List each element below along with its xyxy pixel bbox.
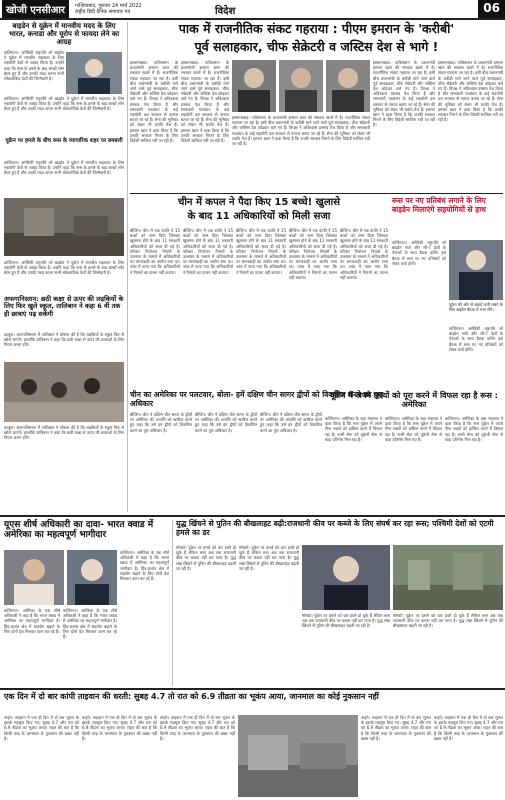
china-children-body-5: बीजिंग। चीन में एक दंपति ने 15 बच्चों को जन्म दिया जिसका खुलासा होने के बाद 11 सरकारी अधिकारियों को सजा दी गई है। परिवार नियोजन नियमों के उल्लंघन के मामले में अधिकारियों पर लापरवाही का आरोप लगा था। जांच में पाया गया कि अधिकारियों ने नियमों का पालन नहीं कराया।: [340, 228, 388, 280]
china-sea-headline: चीन का अमेरिका पर पलटवार, बोला- हमें दक्षिण चीन सागर द्वीपों को विकसित करने का पूरा अधिकार: [130, 390, 384, 408]
russia-sanctions-caption: यूक्रेन की ओर से लड़ाई जारी रखने के लिए बाइडेन बैठक में भाग लेंगे।: [449, 302, 503, 312]
taiwan-body-3: ताइपे। ताइवान में एक ही दिन में दो बार भूकंप के झटके महसूस किए गए। सुबह 4.7 और रात को 6.9 तीव्रता का भूकंप आया। राहत की बात है कि किसी तरह के जानमाल के नुकसान की खबर नहीं है।: [160, 715, 235, 741]
biden-humanitarian-body: वाशिंगटन। अमेरिकी राष्ट्रपति जो बाइडेन ने यूक्रेन में मानवीय सहायता के लिए सहयोगी देशों से आग्रह किया है। उन्होंने कहा कि रूस के हमले के बाद लाखों लोग बेघर हुए हैं और उनकी मदद करना सभी लोकतांत्रिक देशों की जिम्मेदारी है।: [4, 50, 64, 82]
china-children-headline-2: के बाद 11 अधिकारियों को मिली सजा: [187, 211, 331, 222]
russia-bombing-headline: यूक्रेन पर हमले के बीच रूस के व्यापारिक शहर पर बमबारी: [5, 138, 123, 144]
quad-headline: यूएस शीर्ष अधिकारी का दावा- भारत क्वाड में अमेरिका का महत्वपूर्ण भागीदार: [4, 520, 154, 541]
date-line-1: गाज़ियाबाद, गुरुवार 24 मार्च 2022: [75, 3, 142, 9]
ukraine-body-2: वाशिंगटन। अमेरिका के रक्षा मंत्रालय ने दावा किया है कि रूस यूक्रेन में अपने सैन्य लक्ष्यों को हासिल करने में विफल रहा है। रूसी सेना को यूक्रेनी सेना से कड़ा प्रतिरोध मिल रहा है।: [385, 416, 442, 442]
putin-body-4: मॉस्को। यूक्रेन पर हमले को चार हफ्ते हो चुके हैं लेकिन रूस अब तक राजधानी कीव पर कब्जा नहीं कर पाया है। युद्ध लंबा खिंचने से पुतिन की बौखलाहट बढ़ती जा रही है।: [393, 613, 503, 629]
china-sea-body-1: बीजिंग। चीन ने दक्षिण चीन सागर के द्वीपों पर अमेरिका की आपत्ति को खारिज करते हुए कहा कि उसे इन द्वीपों को विकसित करने का पूरा अधिकार है।: [130, 412, 192, 433]
secretary-photo: [326, 60, 370, 112]
column-divider-2: [172, 520, 173, 686]
dateline: [75, 3, 225, 15]
war-damage-photo: [4, 198, 124, 256]
lead-headline-line-2: पूर्व सलाहकार, चीफ सेक्रेटरी व जस्टिस देश से भागे !: [194, 39, 439, 54]
quad-body-1: वाशिंगटन। अमेरिका के एक शीर्ष अधिकारी ने कहा है कि भारत क्वाड में अमेरिका का महत्वपूर्ण भागीदार है। हिंद-प्रशांत क्षेत्र में सहयोग बढ़ाने के लिए दोनों देश मिलकर काम कर रहे हैं।: [120, 550, 169, 582]
putin-photo: [302, 545, 390, 610]
ukraine-body-1: वाशिंगटन। अमेरिका के रक्षा मंत्रालय ने दावा किया है कि रूस यूक्रेन में अपने सैन्य लक्ष्यों को हासिल करने में विफल रहा है। रूसी सेना को यूक्रेनी सेना से कड़ा प्रतिरोध मिल रहा है।: [325, 416, 382, 442]
biden-quad-photo: [67, 550, 117, 605]
ukraine-body-3: वाशिंगटन। अमेरिका के रक्षा मंत्रालय ने दावा किया है कि रूस यूक्रेन में अपने सैन्य लक्ष्यों को हासिल करने में विफल रहा है। रूसी सेना को यूक्रेनी सेना से कड़ा प्रतिरोध मिल रहा है।: [445, 416, 503, 442]
lower-section-divider: [0, 515, 505, 517]
afghanistan-body-2: काबुल। अफगानिस्तान में तालिबान ने घोषणा की है कि लड़कियों के स्कूल फिर से खोले जाएंगे। हालांकि तालिबान ने कहा कि छठी कक्षा से ऊपर की छात्राओं के लिए नियम अलग होंगे।: [4, 425, 124, 441]
taiwan-body-4: ताइपे। ताइवान में एक ही दिन में दो बार भूकंप के झटके महसूस किए गए। सुबह 4.7 और रात को 6.9 तीव्रता का भूकंप आया। राहत की बात है कि किसी तरह के जानमाल के नुकसान की खबर नहीं है।: [361, 715, 431, 741]
ukraine-headline: यूक्रेन में अपने लक्ष्यों को पूरा करने में विफल रहा है रूस : अमेरिका: [330, 391, 498, 410]
bottom-section-divider: [0, 688, 505, 690]
russia-bombing-body: वाशिंगटन। अमेरिकी राष्ट्रपति जो बाइडेन ने यूक्रेन में मानवीय सहायता के लिए सहयोगी देशों से आग्रह किया है। उन्होंने कहा कि रूस के हमले के बाद लाखों लोग बेघर हुए हैं और उनकी मदद करना सभी लोकतांत्रिक देशों की जिम्मेदारी है।: [4, 160, 124, 176]
lead-body-col-2: इस्लामाबाद। पाकिस्तान के प्रधानमंत्री इमरान खान की सरकार खतरे में है। राजनीतिक संकट गहराता जा रहा है। इसी बीच प्रधानमंत्री के करीबी माने जाने वाले पूर्व सलाहकार, चीफ सेक्रेटरी और जस्टिस देश छोड़कर चले गए हैं। विपक्ष ने अविश्वास प्रस्ताव पेश किया है और सत्ताधारी गठबंधन के कई सहयोगी दल सरकार से नाराज बताए जा रहे हैं। सेना की भूमिका को लेकर भी चर्चाएं तेज हैं। इमरान खान ने दावा किया है कि उनकी सरकार गिराने के लिए विदेशी साजिश रची जा रही है।: [181, 60, 229, 144]
date-line-2: राष्ट्रीय हिंदी दैनिक समाचार पत्र: [75, 9, 131, 15]
putin-body-3: मॉस्को। यूक्रेन पर हमले को चार हफ्ते हो चुके हैं लेकिन रूस अब तक राजधानी कीव पर कब्जा नहीं कर पाया है। युद्ध लंबा खिंचने से पुतिन की बौखलाहट बढ़ती जा रही है।: [302, 613, 390, 629]
putin-body-2: मॉस्को। यूक्रेन पर हमले को चार हफ्ते हो चुके हैं लेकिन रूस अब तक राजधानी कीव पर कब्जा नहीं कर पाया है। युद्ध लंबा खिंचने से पुतिन की बौखलाहट बढ़ती जा रही है।: [239, 545, 299, 571]
china-sea-body-2: बीजिंग। चीन ने दक्षिण चीन सागर के द्वीपों पर अमेरिका की आपत्ति को खारिज करते हुए कहा कि उसे इन द्वीपों को विकसित करने का पूरा अधिकार है।: [195, 412, 257, 433]
newspaper-logo: खोजी एनसीआर: [2, 0, 69, 18]
lead-body-col-4: इस्लामाबाद। पाकिस्तान के प्रधानमंत्री इमरान खान की सरकार खतरे में है। राजनीतिक संकट गहराता जा रहा है। इसी बीच प्रधानमंत्री के करीबी माने जाने वाले पूर्व सलाहकार, चीफ सेक्रेटरी और जस्टिस देश छोड़कर चले गए हैं। विपक्ष ने अविश्वास प्रस्ताव पेश किया है और सत्ताधारी गठबंधन के कई सहयोगी दल सरकार से नाराज बताए जा रहे हैं। सेना की भूमिका को लेकर भी चर्चाएं तेज हैं। इमरान खान ने दावा किया है कि उनकी सरकार गिराने के लिए विदेशी साजिश रची जा रही है।: [373, 60, 435, 128]
column-divider: [127, 22, 128, 512]
kyiv-photo: [393, 545, 503, 610]
lead-body-col-1: इस्लामाबाद। पाकिस्तान के प्रधानमंत्री इमरान खान की सरकार खतरे में है। राजनीतिक संकट गहराता जा रहा है। इसी बीच प्रधानमंत्री के करीबी माने जाने वाले पूर्व सलाहकार, चीफ सेक्रेटरी और जस्टिस देश छोड़कर चले गए हैं। विपक्ष ने अविश्वास प्रस्ताव पेश किया है और सत्ताधारी गठबंधन के कई सहयोगी दल सरकार से नाराज बताए जा रहे हैं। सेना की भूमिका को लेकर भी चर्चाएं तेज हैं। इमरान खान ने दावा किया है कि उनकी सरकार गिराने के लिए विदेशी साजिश रची जा रही है।: [130, 60, 178, 144]
quad-body-2: वाशिंगटन। अमेरिका के एक शीर्ष अधिकारी ने कहा है कि भारत क्वाड में अमेरिका का महत्वपूर्ण भागीदार है। हिंद-प्रशांत क्षेत्र में सहयोग बढ़ाने के लिए दोनों देश मिलकर काम कर रहे हैं।: [4, 608, 60, 634]
china-children-body-1: बीजिंग। चीन में एक दंपति ने 15 बच्चों को जन्म दिया जिसका खुलासा होने के बाद 11 सरकारी अधिकारियों को सजा दी गई है। परिवार नियोजन नियमों के उल्लंघन के मामले में अधिकारियों पर लापरवाही का आरोप लगा था। जांच में पाया गया कि अधिकारियों ने नियमों का पालन नहीं कराया।: [130, 228, 180, 275]
lead-headline-line-1: पाक में राजनीतिक संकट गहराया : पीएम इमरान के 'करीबी': [178, 21, 455, 36]
biden-humanitarian-headline: बाइडेन से यूक्रेन में मानवीय मदद के लिए भारत, कनाडा और यूरोप से फायदा लेने का आग्रह: [8, 22, 120, 47]
section-title: विदेश: [215, 6, 236, 17]
lead-divider: [130, 193, 503, 194]
china-children-headline-1: चीन में कपल ने पैदा किए 15 बच्चे! खुलासे: [177, 197, 340, 208]
russia-sanctions-body-2: वाशिंगटन। अमेरिकी राष्ट्रपति जो बाइडेन नाटो और जी-7 देशों के नेताओं के साथ बैठक करेंगे। इस बैठक में रूस पर नए प्रतिबंधों को लेकर चर्चा होगी।: [449, 326, 503, 352]
putin-body-1: मॉस्को। यूक्रेन पर हमले को चार हफ्ते हो चुके हैं लेकिन रूस अब तक राजधानी कीव पर कब्जा नहीं कर पाया है। युद्ध लंबा खिंचने से पुतिन की बौखलाहट बढ़ती जा रही है।: [176, 545, 236, 571]
earthquake-photo: [238, 715, 358, 797]
lead-body-col-3: इस्लामाबाद। पाकिस्तान के प्रधानमंत्री इमरान खान की सरकार खतरे में है। राजनीतिक संकट गहराता जा रहा है। इसी बीच प्रधानमंत्री के करीबी माने जाने वाले पूर्व सलाहकार, चीफ सेक्रेटरी और जस्टिस देश छोड़कर चले गए हैं। विपक्ष ने अविश्वास प्रस्ताव पेश किया है और सत्ताधारी गठबंधन के कई सहयोगी दल सरकार से नाराज बताए जा रहे हैं। सेना की भूमिका को लेकर भी चर्चाएं तेज हैं। इमरान खान ने दावा किया है कि उनकी सरकार गिराने के लिए विदेशी साजिश रची जा रही है।: [232, 115, 370, 147]
taiwan-body-1: ताइपे। ताइवान में एक ही दिन में दो बार भूकंप के झटके महसूस किए गए। सुबह 4.7 और रात को 6.9 तीव्रता का भूकंप आया। राहत की बात है कि किसी तरह के जानमाल के नुकसान की खबर नहीं है।: [4, 715, 79, 741]
quad-body-3: वाशिंगटन। अमेरिका के एक शीर्ष अधिकारी ने कहा है कि भारत क्वाड में अमेरिका का महत्वपूर्ण भागीदार है। हिंद-प्रशांत क्षेत्र में सहयोग बढ़ाने के लिए दोनों देश मिलकर काम कर रहे हैं।: [63, 608, 117, 640]
page-number: 06: [478, 0, 505, 18]
taiwan-body-5: ताइपे। ताइवान में एक ही दिन में दो बार भूकंप के झटके महसूस किए गए। सुबह 4.7 और रात को 6.9 तीव्रता का भूकंप आया। राहत की बात है कि किसी तरह के जानमाल के नुकसान की खबर नहीं है।: [434, 715, 503, 741]
china-sea-body-3: बीजिंग। चीन ने दक्षिण चीन सागर के द्वीपों पर अमेरिका की आपत्ति को खारिज करते हुए कहा कि उसे इन द्वीपों को विकसित करने का पूरा अधिकार है।: [260, 412, 322, 433]
taiwan-headline: एक दिन में दो बार कांपी ताइवान की धरती: सुबह 4.7 तो रात को 6.9 तीव्रता का भूकंप आया, जानमाल का कोई नुकसान नहीं: [4, 692, 379, 701]
russia-sanctions-body-1: वाशिंगटन। अमेरिकी राष्ट्रपति जो बाइडेन नाटो और जी-7 देशों के नेताओं के साथ बैठक करेंगे। इस बैठक में रूस पर नए प्रतिबंधों को लेकर चर्चा होगी।: [392, 240, 446, 266]
war-damage-body: वाशिंगटन। अमेरिकी राष्ट्रपति जो बाइडेन ने यूक्रेन में मानवीय सहायता के लिए सहयोगी देशों से आग्रह किया है। उन्होंने कहा कि रूस के हमले के बाद लाखों लोग बेघर हुए हैं और उनकी मदद करना सभी लोकतांत्रिक देशों की जिम्मेदारी है।: [4, 260, 124, 276]
putin-headline: युद्ध खिंचने से पुतिन की बौखलाहट बढ़ी:राजधानी कीव पर कब्जे के लिए संघर्ष कर रहा रूस; पश्चिमी देशों को एटमी हमले का डर: [176, 519, 494, 537]
china-children-body-3: बीजिंग। चीन में एक दंपति ने 15 बच्चों को जन्म दिया जिसका खुलासा होने के बाद 11 सरकारी अधिकारियों को सजा दी गई है। परिवार नियोजन नियमों के उल्लंघन के मामले में अधिकारियों पर लापरवाही का आरोप लगा था। जांच में पाया गया कि अधिकारियों ने नियमों का पालन नहीं कराया।: [236, 228, 286, 275]
china-children-body-2: बीजिंग। चीन में एक दंपति ने 15 बच्चों को जन्म दिया जिसका खुलासा होने के बाद 11 सरकारी अधिकारियों को सजा दी गई है। परिवार नियोजन नियमों के उल्लंघन के मामले में अधिकारियों पर लापरवाही का आरोप लगा था। जांच में पाया गया कि अधिकारियों ने नियमों का पालन नहीं कराया।: [183, 228, 233, 275]
taiwan-body-2: ताइपे। ताइवान में एक ही दिन में दो बार भूकंप के झटके महसूस किए गए। सुबह 4.7 और रात को 6.9 तीव्रता का भूकंप आया। राहत की बात है कि किसी तरह के जानमाल के नुकसान की खबर नहीं है।: [82, 715, 157, 741]
lead-body-col-5: इस्लामाबाद। पाकिस्तान के प्रधानमंत्री इमरान खान की सरकार खतरे में है। राजनीतिक संकट गहराता जा रहा है। इसी बीच प्रधानमंत्री के करीबी माने जाने वाले पूर्व सलाहकार, चीफ सेक्रेटरी और जस्टिस देश छोड़कर चले गए हैं। विपक्ष ने अविश्वास प्रस्ताव पेश किया है और सत्ताधारी गठबंधन के कई सहयोगी दल सरकार से नाराज बताए जा रहे हैं। सेना की भूमिका को लेकर भी चर्चाएं तेज हैं। इमरान खान ने दावा किया है कि उनकी सरकार गिराने के लिए विदेशी साजिश रची जा रही है।: [438, 60, 503, 123]
biden-humanitarian-body-2: वाशिंगटन। अमेरिकी राष्ट्रपति जो बाइडेन ने यूक्रेन में मानवीय सहायता के लिए सहयोगी देशों से आग्रह किया है। उन्होंने कहा कि रूस के हमले के बाद लाखों लोग बेघर हुए हैं और उनकी मदद करना सभी लोकतांत्रिक देशों की जिम्मेदारी है।: [4, 96, 124, 112]
biden-photo: [66, 52, 122, 94]
china-children-body-4: बीजिंग। चीन में एक दंपति ने 15 बच्चों को जन्म दिया जिसका खुलासा होने के बाद 11 सरकारी अधिकारियों को सजा दी गई है। परिवार नियोजन नियमों के उल्लंघन के मामले में अधिकारियों पर लापरवाही का आरोप लगा था। जांच में पाया गया कि अधिकारियों ने नियमों का पालन नहीं कराया।: [289, 228, 337, 280]
masthead: [0, 0, 505, 20]
afghanistan-headline: अफगानिस्तान: छठी कक्षा से ऊपर की लड़कियों के लिए फिर खुले स्कूल, तालिबान ने कहा 6 वीं तक ही छात्राएं पढ़ सकेंगी: [4, 295, 124, 318]
afghan-girls-photo: [4, 362, 124, 422]
biden-meeting-photo: [449, 240, 503, 300]
russia-sanctions-headline: रूस पर नए प्रतिबंध लगाने के लिए बाइडेन मिलाएंगे सहयोगियों से हाथ: [392, 196, 486, 214]
advisor-photo: [279, 60, 323, 112]
imran-khan-photo: [232, 60, 276, 112]
modi-photo: [4, 550, 64, 605]
afghanistan-body: काबुल। अफगानिस्तान में तालिबान ने घोषणा की है कि लड़कियों के स्कूल फिर से खोले जाएंगे। हालांकि तालिबान ने कहा कि छठी कक्षा से ऊपर की छात्राओं के लिए नियम अलग होंगे।: [4, 332, 124, 348]
